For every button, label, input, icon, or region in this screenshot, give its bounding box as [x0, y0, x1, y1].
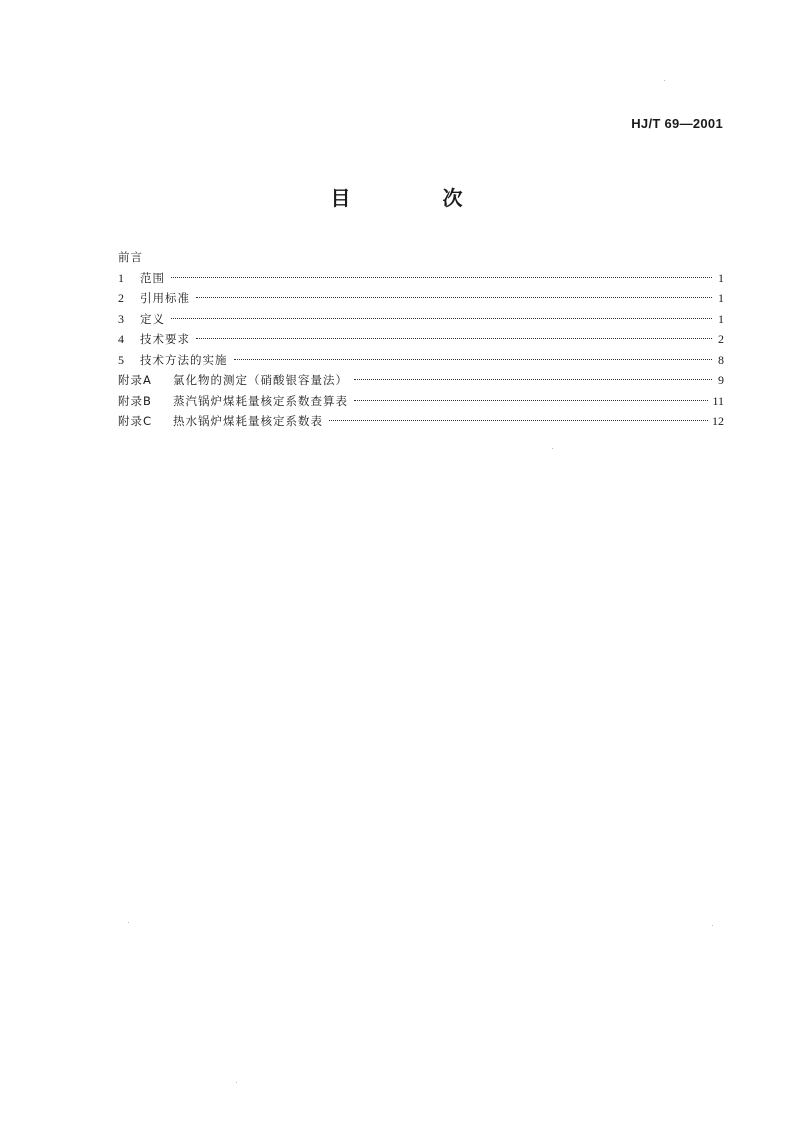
toc-appendix[interactable] [118, 391, 724, 412]
toc-entry[interactable] [118, 350, 724, 371]
dot-leader [171, 277, 712, 278]
toc-entry-title: 技术要求 [140, 332, 190, 346]
toc-appendix-page: 11 [712, 393, 724, 408]
toc-entry[interactable] [118, 329, 724, 350]
toc-appendix-title: 热水锅炉煤耗量核定系数表 [173, 414, 323, 428]
scan-speck [712, 925, 713, 926]
dot-leader [354, 379, 712, 380]
toc-appendix[interactable] [118, 411, 724, 432]
dot-leader [171, 318, 712, 319]
toc-appendix-prefix: 附录C [118, 414, 153, 428]
dot-leader [234, 359, 713, 360]
standard-code: HJ/T 69—2001 [631, 116, 723, 131]
toc-entry-number: 4 [118, 332, 124, 346]
scan-speck [236, 1082, 237, 1083]
toc-entry-page: 1 [718, 270, 724, 285]
toc-foreword-label: 前言 [118, 250, 143, 264]
toc-appendix[interactable] [118, 370, 724, 391]
scan-speck [552, 448, 553, 449]
toc-appendix-prefix: 附录A [118, 373, 152, 387]
toc-entry[interactable] [118, 309, 724, 330]
toc-entry-title: 定义 [140, 311, 165, 326]
toc-entry-title: 范围 [140, 270, 165, 285]
toc-entry[interactable] [118, 288, 724, 309]
toc-appendix-title: 蒸汽锅炉煤耗量核定系数查算表 [173, 393, 348, 408]
toc-entry-number: 3 [118, 311, 124, 326]
toc-foreword[interactable] [118, 247, 724, 268]
toc-entry-page: 2 [718, 332, 724, 346]
dot-leader [329, 420, 708, 421]
toc-entry-title: 技术方法的实施 [140, 352, 228, 367]
table-of-contents [118, 247, 724, 432]
toc-entry-page: 1 [718, 291, 724, 305]
dot-leader [354, 400, 708, 401]
toc-entry-page: 1 [718, 311, 724, 326]
toc-entry-number: 5 [118, 352, 124, 367]
dot-leader [196, 338, 712, 339]
toc-appendix-page: 12 [712, 414, 724, 428]
toc-appendix-title: 氯化物的测定（硝酸银容量法） [173, 373, 348, 387]
toc-entry[interactable] [118, 268, 724, 289]
toc-appendix-prefix: 附录B [118, 393, 152, 408]
toc-entry-title: 引用标准 [140, 291, 190, 305]
scan-speck [664, 80, 665, 81]
toc-appendix-page: 9 [718, 373, 724, 387]
toc-entry-page: 8 [718, 352, 724, 367]
toc-entry-number: 1 [118, 270, 124, 285]
toc-entry-number: 2 [118, 291, 124, 305]
scan-speck [128, 922, 129, 923]
page-title: 目 次 [330, 186, 499, 210]
dot-leader [196, 297, 712, 298]
